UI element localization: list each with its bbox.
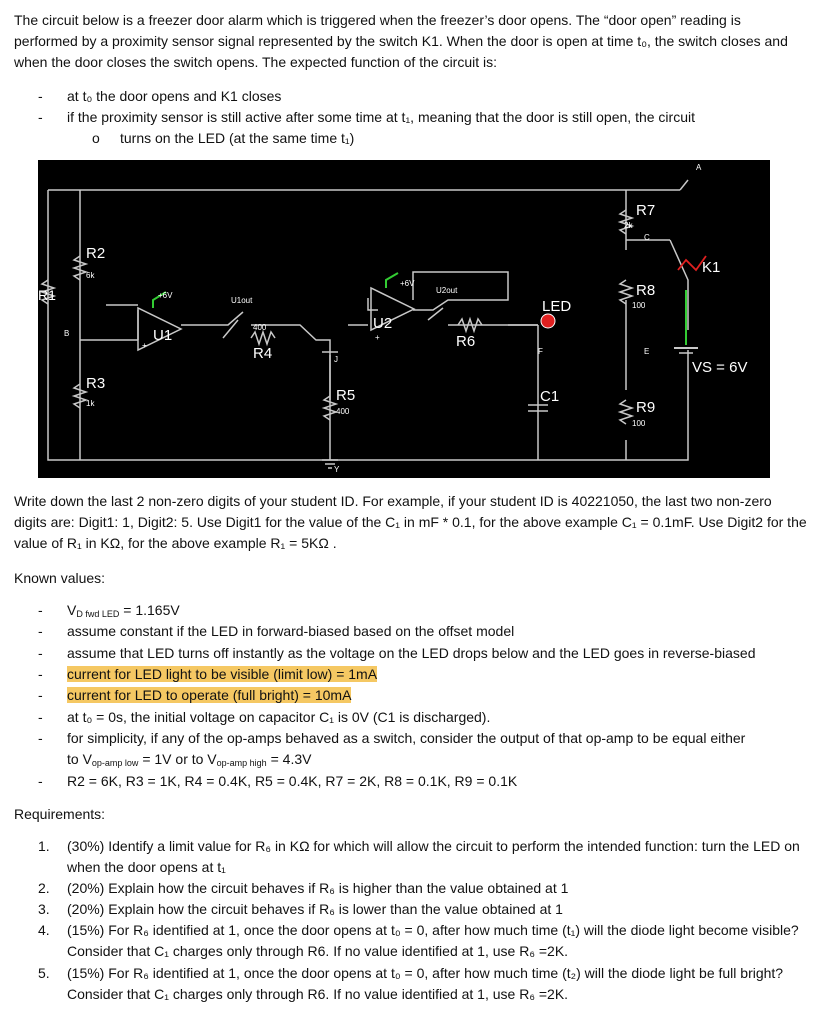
opamp-low-sub: op-amp low (91, 758, 139, 768)
label-r8: R8 (636, 282, 656, 299)
known-item-text: for simplicity, if any of the op-amps behaved as a switch, consider the output of that op-amp to be equal either (67, 730, 746, 746)
opamp-to: to V (67, 751, 92, 767)
requirement-number: 5. (38, 965, 50, 981)
label-r2: R2 (86, 245, 106, 262)
label-r4: R4 (253, 345, 273, 362)
label-plus-u1: + (142, 341, 147, 350)
label-led: LED (542, 298, 572, 315)
label-r4-value: 400 (253, 323, 267, 332)
circuit-diagram (38, 160, 770, 478)
label-r5: R5 (336, 387, 356, 404)
label-vs: VS = 6V (692, 359, 748, 376)
requirements-heading: Requirements: (14, 806, 106, 822)
intro-sub-bullet-text: turns on the LED (at the same time t₁) (120, 130, 355, 146)
circuit-background (38, 160, 770, 478)
label-u1-supply: +6V (158, 291, 173, 300)
label-r8-value: 100 (632, 301, 646, 310)
label-node-a: A (696, 163, 702, 172)
label-c1: C1 (540, 388, 560, 405)
label-node-j: J (334, 355, 338, 364)
requirement-number: 3. (38, 901, 50, 917)
label-u1-out: U1out (231, 296, 253, 305)
requirement-number: 2. (38, 880, 50, 896)
vd-value: = 1.165V (119, 602, 180, 618)
requirement-text: (15%) For R₆ identified at 1, once the door opens at t₀ = 0, after how much time (t₁) will the diode light become visible? Consider that C₁ charges only through R6. If no value identified at 1, use R₆ =2K. (67, 922, 799, 959)
intro-bullet-text: if the proximity sensor is still active after some time at t₁, meaning that the door is still open, the circuit (67, 109, 695, 125)
highlighted-text: current for LED to operate (full bright) = 10mA (67, 687, 352, 703)
label-node-b: B (64, 329, 70, 338)
label-plus-u2: + (375, 333, 380, 342)
label-r3-value: 1k (86, 399, 95, 408)
label-u2-supply: +6V (400, 279, 415, 288)
opamp-end: = 4.3V (266, 751, 312, 767)
highlighted-text: current for LED light to be visible (limit low) = 1mA (67, 666, 378, 682)
opamp-high-sub: op-amp high (216, 758, 267, 768)
requirement-text: (20%) Explain how the circuit behaves if R₆ is higher than the value obtained at 1 (67, 880, 569, 896)
known-item-text: assume constant if the LED in forward-biased based on the offset model (67, 623, 515, 639)
label-k1: K1 (702, 259, 721, 276)
requirement-number: 4. (38, 922, 50, 938)
known-heading: Known values: (14, 570, 106, 586)
label-r9-value: 100 (632, 419, 646, 428)
intro-bullet-text: at t₀ the door opens and K1 closes (67, 88, 282, 104)
label-r6: R6 (456, 333, 476, 350)
label-node-e: E (644, 347, 650, 356)
known-item-text: assume that LED turns off instantly as the voltage on the LED drops below and the LED goes in reverse-biased (67, 645, 756, 661)
requirement-text: (30%) Identify a limit value for R₆ in KΩ for which will allow the circuit to perform the intended function: turn the LED on when the door opens at t₁ (67, 838, 800, 875)
label-r3: R3 (86, 375, 106, 392)
label-r9: R9 (636, 399, 656, 416)
task-paragraph: Write down the last 2 non-zero digits of your student ID. For example, if your student ID is 40221050, the last two non-zero digits are: Digit1: 1, Digit2: 5. Use Digit1 for the value of the C₁ in mF * 0.1, for the above example C₁ = 0.1mF. Use Digit2 for the value of R₁ in KΩ, for the above example R₁ = 5KΩ . (14, 493, 807, 551)
label-node-c: C (644, 233, 650, 242)
led-indicator (541, 314, 555, 328)
resistor-values: R2 = 6K, R3 = 1K, R4 = 0.4K, R5 = 0.4K, R7 = 2K, R8 = 0.1K, R9 = 0.1K (67, 773, 518, 789)
label-r5-value: 400 (336, 407, 350, 416)
label-r1: R1 (38, 287, 56, 303)
opamp-mid: = 1V or to V (138, 751, 217, 767)
label-u2-out: U2out (436, 286, 458, 295)
vd-prefix: V (67, 602, 77, 618)
circle-bullet-icon: o (92, 130, 100, 146)
label-u1: U1 (153, 327, 173, 344)
requirement-text: (15%) For R₆ identified at 1, once the door opens at t₀ = 0, after how much time (t₂) will the diode light be full bright? Consider that C₁ charges only through R6. If no value identified at 1, use R₆ =2K. (67, 965, 784, 1002)
known-item-text: at t₀ = 0s, the initial voltage on capacitor C₁ is 0V (C1 is discharged). (67, 709, 491, 725)
intro-paragraph: The circuit below is a freezer door alarm which is triggered when the freezer’s door opens. The “door open” reading is performed by a proximity sensor signal represented by the switch K1. When the door is open at time t₀, the switch closes and when the door closes the switch opens. The expected function of the circuit is: (14, 12, 788, 70)
label-u2: U2 (373, 315, 393, 332)
label-node-y: Y (334, 465, 340, 474)
vd-subscript: D fwd LED (76, 609, 120, 619)
label-r2-value: 6k (86, 271, 95, 280)
label-r7: R7 (636, 202, 656, 219)
requirement-text: (20%) Explain how the circuit behaves if R₆ is lower than the value obtained at 1 (67, 901, 563, 917)
requirement-number: 1. (38, 838, 50, 854)
label-node-f: F (538, 347, 543, 356)
label-r7-value: 2k (624, 221, 633, 230)
